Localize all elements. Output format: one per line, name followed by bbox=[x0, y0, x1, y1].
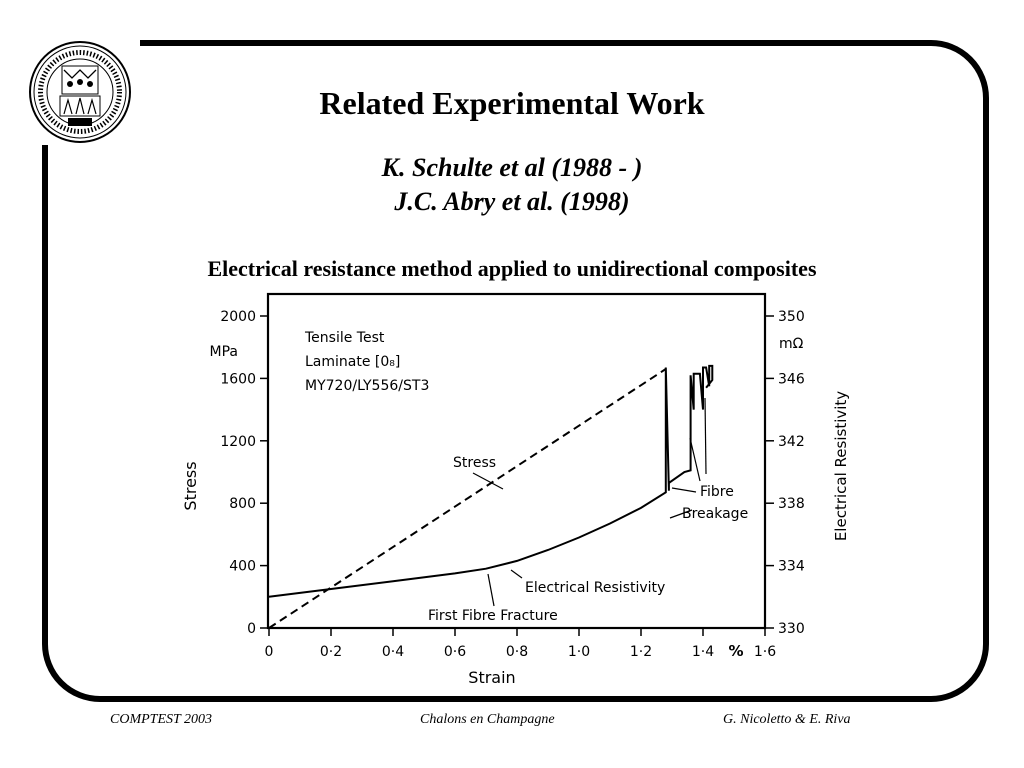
x-tick-label: 0·2 bbox=[319, 644, 343, 660]
annotation-electrical-resistivity: Electrical Resistivity bbox=[525, 580, 666, 596]
resistivity-unit-label: mΩ bbox=[779, 336, 804, 352]
x-tick-label: 1·6 bbox=[753, 644, 777, 660]
x-tick-label: 1·2 bbox=[629, 644, 653, 660]
y-tick-label: 0 bbox=[247, 621, 256, 637]
y2-tick-label: 334 bbox=[778, 558, 805, 575]
x-tick-label: 0·8 bbox=[505, 644, 529, 660]
annotation-breakage: Breakage bbox=[682, 506, 749, 522]
strain-axis-label: Strain bbox=[468, 668, 516, 687]
slide-title: Related Experimental Work bbox=[319, 85, 705, 121]
x-tick-label: 0·4 bbox=[381, 644, 405, 660]
y-tick-label: 800 bbox=[229, 496, 256, 513]
stress-unit-label: MPa bbox=[209, 344, 238, 360]
info-material: MY720/LY556/ST3 bbox=[305, 378, 430, 394]
resistivity-axis-label: Electrical Resistivity bbox=[832, 390, 850, 542]
annotation-first-fracture-leader bbox=[488, 574, 494, 606]
footer-authors: G. Nicoletto & E. Riva bbox=[723, 712, 851, 727]
x-tick-label: 0 bbox=[264, 644, 274, 660]
y-tick-label: 2000 bbox=[220, 309, 256, 325]
annotation-breakage-leader-1 bbox=[672, 488, 696, 492]
y2-tick-label: 346 bbox=[778, 371, 805, 388]
footer-location: Chalons en Champagne bbox=[420, 712, 555, 727]
x-tick-label: 1·0 bbox=[567, 644, 591, 660]
footer-conference: COMPTEST 2003 bbox=[110, 712, 213, 727]
y2-tick-label: 342 bbox=[778, 433, 805, 450]
stress-axis-label: Stress bbox=[181, 461, 200, 511]
strain-unit-label: % bbox=[728, 642, 744, 660]
series-resistivity-line bbox=[269, 366, 712, 597]
annotation-stress-leader bbox=[473, 473, 503, 489]
y2-tick-label: 350 bbox=[778, 309, 805, 325]
annotation-first-fibre-fracture: First Fibre Fracture bbox=[428, 608, 558, 624]
reference-abry: J.C. Abry et al. (1998) bbox=[394, 187, 630, 216]
resistivity-axis-ticks bbox=[765, 309, 805, 637]
x-tick-label: 1·4 bbox=[691, 644, 715, 660]
y-tick-label: 400 bbox=[229, 558, 256, 575]
x-tick-label: 0·6 bbox=[443, 644, 467, 660]
strain-axis-ticks bbox=[265, 628, 777, 660]
info-laminate: Laminate [0₈] bbox=[305, 354, 401, 370]
y-tick-label: 1200 bbox=[220, 433, 256, 450]
slide-subtitle: Electrical resistance method applied to unidirectional composites bbox=[207, 256, 817, 281]
y-tick-label: 1600 bbox=[220, 371, 256, 388]
annotation-stress: Stress bbox=[453, 455, 497, 471]
annotation-fibre: Fibre bbox=[700, 484, 734, 500]
reference-schulte: K. Schulte et al (1988 - ) bbox=[381, 153, 643, 182]
info-test-type: Tensile Test bbox=[305, 330, 385, 346]
annotation-breakage-leader-3 bbox=[705, 398, 706, 474]
y2-tick-label: 338 bbox=[778, 496, 805, 513]
annotation-resistivity-leader bbox=[511, 570, 522, 578]
y2-tick-label: 330 bbox=[778, 621, 805, 637]
stress-strain-chart bbox=[170, 286, 880, 698]
